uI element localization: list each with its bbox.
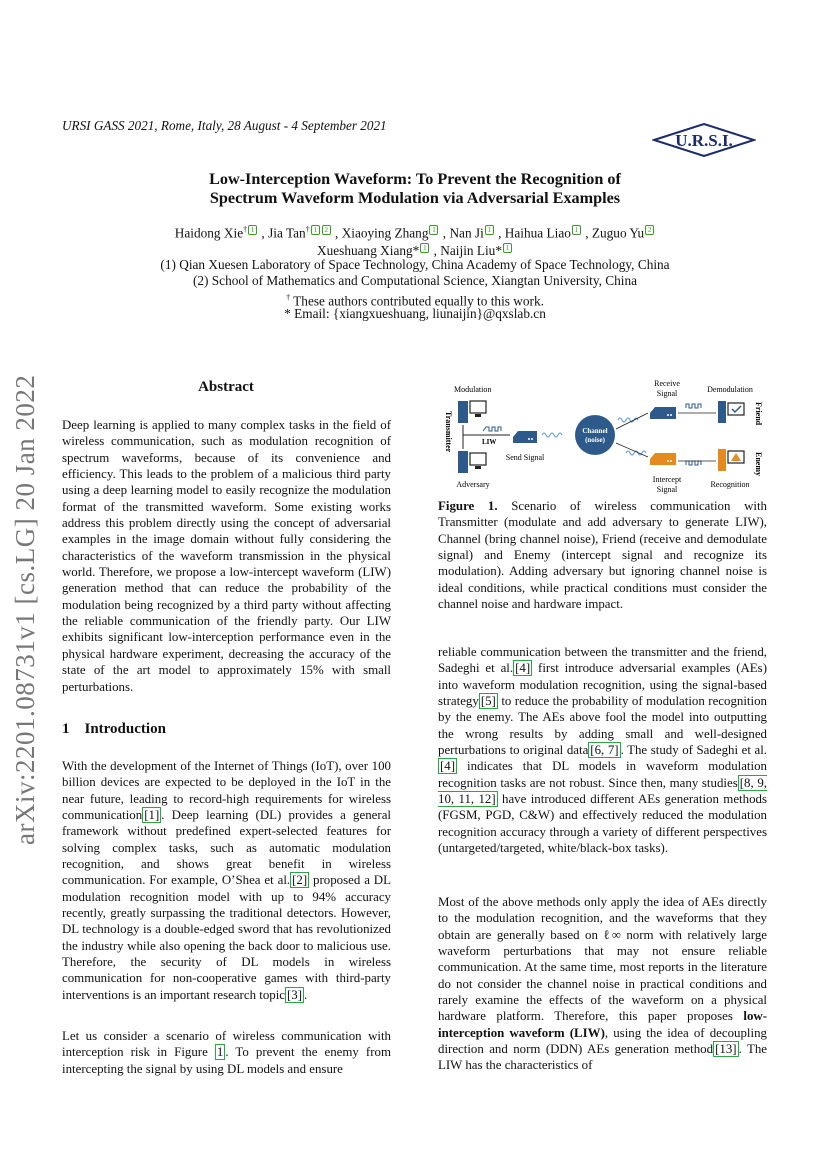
figure-link[interactable]: 1 — [216, 1045, 224, 1060]
liw-bold-term: low-interception waveform (LIW) — [438, 1009, 767, 1040]
svg-text:(noise): (noise) — [585, 436, 605, 444]
citation-link[interactable]: [6, 7] — [590, 743, 619, 758]
send-device-icon — [513, 431, 537, 443]
affiliation-link[interactable]: 1 — [429, 225, 438, 235]
affiliation-link[interactable]: 1 — [485, 225, 494, 235]
figure-1-diagram — [438, 375, 768, 497]
label-receive-signal-2: Signal — [656, 389, 678, 398]
affiliation-1: (1) Qian Xuesen Laboratory of Space Technology, China Academy of Space Technology, China — [160, 257, 670, 272]
citation-link[interactable]: [5] — [480, 694, 496, 709]
svg-text:U.R.S.I.: U.R.S.I. — [675, 131, 733, 150]
label-transmitter: Transmitter — [444, 411, 453, 453]
abstract-heading: Abstract — [198, 379, 254, 395]
author-name: Jia Tan — [268, 225, 306, 241]
friend-receiver-icon — [650, 407, 676, 419]
label-enemy: Enemy — [754, 452, 763, 476]
label-recognition: Recognition — [710, 480, 750, 489]
channel-noise-icon — [575, 415, 615, 455]
title-line-2: Spectrum Waveform Modulation via Adversarial Examples — [209, 189, 621, 207]
section-heading-introduction — [62, 721, 166, 738]
affiliation-link[interactable]: 1 — [248, 225, 257, 235]
transmitter-computer-icon — [458, 401, 486, 423]
author-name: Xueshuang Xiang* — [317, 242, 420, 258]
svg-text:Channel: Channel — [582, 427, 608, 435]
paper-title — [150, 170, 680, 208]
label-modulation: Modulation — [454, 385, 492, 394]
intro-paragraph-1: With the development of the Internet of Things (IoT), over 100 billion devices are expected to be deployed in the IoT in the near future, leading to record-high requirements for wireless communication [1] . Deep learning (DL) provides a general framework without predefined expert-selected features for solving complex tasks, such as automatic modulation recognition, and shows great benefit in wireless communication. For example, O’Shea et al. [2] proposed a DL modulation recognition model with up to 94% accuracy recently, greatly surpassing the traditional detectors. However, DL technology is a double-edged sword that has revolutionized the industry while also opening the back door to malicious use. Therefore, the security of DL models in wireless communication for non-cooperative games with third-party interventions is an important research topic [3] . — [62, 759, 391, 1002]
right-paragraph-2: Most of the above methods only apply the idea of AEs directly to the modulation recognition, and the waveforms that they obtain are generally based on ℓ∞ norm with relatively large waveform perturbations that may not ensure reliable communication. At the same time, most reports in the literature do not consider the channel noise in practical conditions and rarely examine the effects of the waveform on a physical hardware platform. Therefore, this paper proposes low-interception waveform (LIW), using the idea of decoupling direction and norm (DDN) AEs generation method [13] . The LIW has the characteristics of — [438, 895, 767, 1073]
citation-link[interactable]: [4] — [515, 661, 531, 676]
authors-line-1: Haidong Xie† 1 , Jia Tan† 1 2 , Xiaoying Zhang 1 , Nan Ji 1 , Haihua Liao 1 , Zuguo Yu 2 — [120, 221, 710, 242]
venue-line: URSI GASS 2021, Rome, Italy, 28 August - 4 September 2021 — [62, 118, 387, 133]
email-line: * Email: {xiangxueshuang, liunaijin}@qxslab.cn — [284, 306, 546, 321]
ursi-logo — [652, 123, 756, 157]
label-intercept-signal-1: Intercept — [652, 475, 682, 484]
citation-link[interactable]: [8, 9, 10, 11, 12] — [438, 775, 767, 807]
abstract-body: Deep learning is applied to many complex tasks in the field of wireless communication, such as modulation recognition of spectrum waveforms, because of its convenience and efficiency. This leads to the problem of a malicious third party using a deep learning model to easily recognize the modulation format of the transmitted waveform. Some existing works address this problem directly using the concept of adversarial examples in the image domain without fully considering the characteristics of the waveform transmission in the physical world. Therefore, we propose a low-intercept waveform (LIW) generation method that can reduce the probability of the modulation being recognized by a third party without affecting the reliable communication of the friendly party. Our LIW exhibits significant low-interception performance even in the physical hardware experiment, decreasing the accuracy of the state of the art model to approximately 15% with small perturbations. — [62, 418, 391, 694]
citation-link[interactable]: [4] — [440, 759, 456, 774]
author-name: Naijin Liu* — [440, 242, 502, 258]
intro-paragraph-2: Let us consider a scenario of wireless communication with interception risk in Figure 1 . To prevent the enemy from intercepting the signal by using DL models and ensure — [62, 1029, 391, 1076]
author-mark: † — [305, 225, 310, 234]
label-receive-signal-1: Receive — [654, 379, 680, 388]
section-title: Introduction — [84, 721, 166, 737]
author-name: Nan Ji — [449, 225, 484, 241]
caption-label: Figure 1. — [438, 499, 498, 513]
label-demodulation: Demodulation — [707, 385, 753, 394]
label-send-signal: Send Signal — [505, 453, 545, 462]
dagger-mark: † — [286, 293, 291, 302]
arxiv-stamp: arXiv:2201.08731v1 [cs.LG] 20 Jan 2022 — [10, 374, 40, 845]
title-line-1: Low-Interception Waveform: To Prevent the Recognition of — [209, 170, 621, 188]
affiliation-link[interactable]: 1 — [503, 243, 512, 253]
label-adversary: Adversary — [456, 480, 490, 489]
equal-note-text: These authors contributed equally to this work. — [293, 293, 544, 309]
authors-line-2: Xueshuang Xiang* 1 , Naijin Liu* 1 — [120, 242, 710, 260]
author-name: Xiaoying Zhang — [341, 225, 429, 241]
citation-link[interactable]: [13] — [715, 1042, 737, 1057]
author-name: Haihua Liao — [504, 225, 571, 241]
author-mark: † — [243, 225, 248, 234]
adversary-computer-icon — [458, 451, 486, 473]
citation-link[interactable]: [3] — [287, 987, 303, 1002]
enemy-receiver-icon — [650, 453, 676, 465]
label-liw: LIW — [482, 438, 497, 446]
right-paragraph-1: reliable communication between the transmitter and the friend, Sadeghi et al. [4] first introduce adversarial examples (AEs) into waveform modulation recognition, using the signal-based strategy [5] to reduce the probability of modulation recognition by the enemy. The AEs above fool the model into outputting the wrong results by adding small and well-designed perturbations to original data [6, 7] . The study of Sadeghi et al.[4] indicates that DL models in waveform modulation recognition tasks are not robust. Since then, many studies [8, 9, 10, 11, 12] have introduced different AEs generation methods (FGSM, PGD, C&W) and effectively reduced the modulation recognition accuracy through a variety of different perspectives (untargeted/targeted, white/black-box tasks). — [438, 645, 767, 856]
label-intercept-signal-2: Signal — [656, 485, 678, 494]
affiliation-2: (2) School of Mathematics and Computational Science, Xiangtan University, China — [192, 273, 638, 288]
author-name: Zuguo Yu — [591, 225, 645, 241]
section-number: 1 — [62, 721, 70, 737]
affiliation-link[interactable]: 1 — [311, 225, 320, 235]
affiliation-link[interactable]: 1 — [420, 243, 429, 253]
label-friend: Friend — [754, 402, 763, 426]
author-name: Haidong Xie — [174, 225, 244, 241]
enemy-computer-icon — [718, 449, 744, 471]
figure-1-caption: Figure 1. Scenario of wireless communication with Transmitter (modulate and add adversary to generate LIW), Channel (bring channel noise), Friend (receive and demodulate signal) and Enemy (intercept signal and recognize its modulation). Adding adversary but ignoring channel noise is ideal conditions, while practical conditions must consider the channel noise and hardware impact. — [438, 499, 767, 612]
affiliation-link[interactable]: 2 — [645, 225, 654, 235]
affiliation-link[interactable]: 2 — [322, 225, 331, 235]
citation-link[interactable]: [1] — [144, 808, 160, 823]
citation-link[interactable]: [2] — [292, 873, 308, 888]
friend-computer-icon — [718, 401, 744, 423]
affiliation-link[interactable]: 1 — [572, 225, 581, 235]
author-list — [120, 221, 710, 259]
